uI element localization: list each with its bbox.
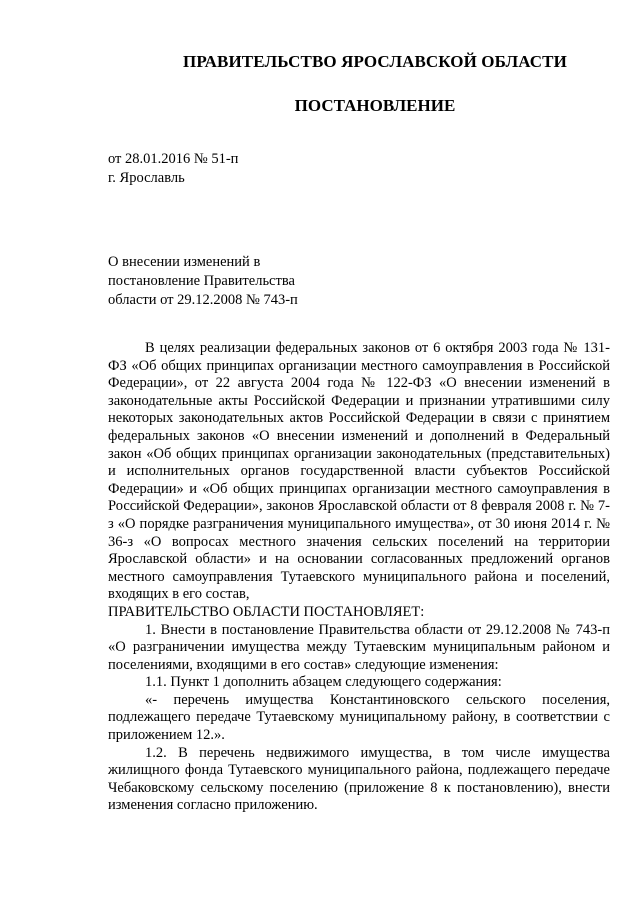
document-body — [108, 340, 610, 815]
document-meta — [108, 150, 238, 188]
city: г. Ярославль — [108, 170, 185, 186]
date-number: от 28.01.2016 № 51-п — [108, 151, 239, 167]
document-subject — [108, 253, 298, 310]
government-title: ПРАВИТЕЛЬСТВО ЯРОСЛАВСКОЙ ОБЛАСТИ — [183, 52, 567, 71]
item-1-1-paragraph: 1.1. Пункт 1 дополнить абзацем следующего содержания: — [145, 674, 502, 691]
item-1-2-paragraph: 1.2. В перечень недвижимого имущества, в том числе имущества жилищного фонда Тутаевского муниципального района, подлежащего передаче Чебаковскому сельскому поселению (приложение 8 к постановлению), внести изменения согласно приложению. — [108, 744, 610, 814]
document-type-title: ПОСТАНОВЛЕНИЕ — [294, 96, 456, 115]
item-1-1-quote: «- перечень имущества Константиновского сельского поселения, подлежащего передаче Тутаевскому муниципальному району, в соответствии с приложением 12.». — [108, 691, 610, 744]
subject-line-2: постановление Правительства — [108, 273, 295, 289]
item-1-paragraph: 1. Внести в постановление Правительства области от 29.12.2008 № 743-п «О разграничении имущества между Тутаевским муниципальным районом и поселениями, входящими в его состав» следующие изменения: — [108, 621, 610, 673]
preamble-paragraph: В целях реализации федеральных законов от 6 октября 2003 года № 131-ФЗ «Об общих принципах организации местного самоуправления в Российской Федерации», от 22 августа 2004 года № 122-ФЗ «О внесении изменений в законодательные акты Российской Федерации и признании утратившими силу некоторых законодательных актов Российской Федерации в связи с принятием федеральных законов «О внесении изменений и дополнений в Федеральный закон «Об общих принципах организации законодательных (представительных) и исполнительных органов государственной власти субъектов Российской Федерации» и «Об общих принципах организации местного самоуправления в Российской Федерации», законов Ярославской области от 8 февраля 2008 г. № 7-з «О порядке разграничения муниципального имущества», от 30 июня 2014 г. № 36-з «О вопросах местного значения сельских поселений на территории Ярославской области» и на основании согласованных предложений органов местного самоуправления Тутаевского муниципального района и поселений, входящих в его состав, — [108, 340, 610, 603]
subject-line-3: области от 29.12.2008 № 743-п — [108, 292, 298, 308]
subject-line-1: О внесении изменений в — [108, 254, 261, 270]
resolves-heading: ПРАВИТЕЛЬСТВО ОБЛАСТИ ПОСТАНОВЛЯЕТ: — [108, 603, 425, 620]
